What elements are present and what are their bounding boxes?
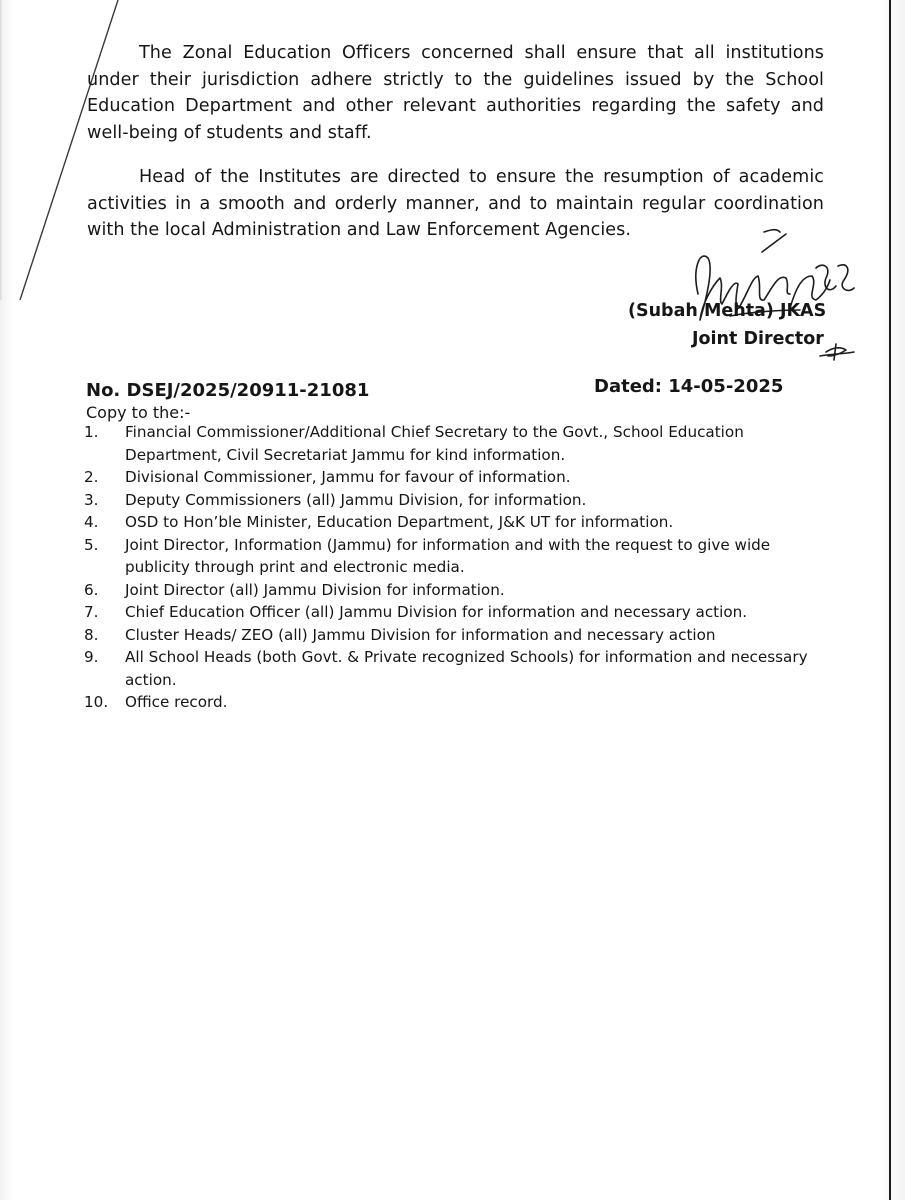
list-item (84, 601, 834, 624)
list-item-text: Joint Director, Information (Jammu) for information and with the request to give wide publicity through print and electronic media. (125, 535, 771, 576)
copy-to-heading: Copy to the:- (86, 403, 191, 422)
list-item-number: 6. (84, 580, 99, 599)
signatory-name: (Subah Mehta) JKAS (628, 301, 827, 321)
list-item-text: Cluster Heads/ ZEO (all) Jammu Division for information and necessary action (125, 625, 716, 644)
list-item (84, 421, 834, 466)
list-item-number: 2. (84, 468, 99, 486)
list-item (84, 646, 834, 691)
list-item (84, 466, 834, 489)
copy-to-list (84, 421, 834, 714)
list-item-text: Chief Education Officer (all) Jammu Division for information and necessary action. (125, 603, 748, 621)
list-item-number: 5. (84, 535, 99, 554)
order-number: No. DSEJ/2025/20911-21081 (86, 380, 370, 401)
list-item (84, 511, 834, 534)
body-paragraph-1: The Zonal Education Officers concerned shall ensure that all institutions under their jurisdiction adhere strictly to the guidelines issued by the School Education Department and other relevant authorities regarding the safety and well-being of students and staff. (87, 43, 824, 143)
list-item-number: 9. (84, 648, 99, 666)
list-item-number: 10. (84, 693, 109, 711)
list-item-number: 4. (84, 513, 99, 531)
list-item (84, 691, 834, 714)
list-item-text: OSD to Hon’ble Minister, Education Department, J&K UT for information. (125, 513, 674, 531)
order-date: Dated: 14-05-2025 (594, 376, 784, 397)
list-item (84, 579, 834, 602)
list-item-number: 7. (84, 603, 99, 621)
list-item-text: Joint Director (all) Jammu Division for information. (125, 580, 505, 599)
list-item (84, 624, 834, 647)
list-item-text: Deputy Commissioners (all) Jammu Division, for information. (125, 490, 587, 509)
list-item-number: 3. (84, 490, 99, 509)
list-item (84, 534, 834, 579)
list-item-number: 8. (84, 625, 99, 644)
page-edge-right (889, 0, 891, 1200)
list-item-text: All School Heads (both Govt. & Private recognized Schools) for information and necessary action. (125, 648, 808, 689)
list-item-text: Office record. (125, 693, 228, 711)
body-paragraph-2: Head of the Institutes are directed to ensure the resumption of academic activities in a smooth and orderly manner, and to maintain regular coordination with the local Administration and Law Enforcement Agencies. (87, 167, 824, 240)
list-item-number: 1. (84, 423, 99, 441)
signatory-designation: Joint Director (692, 329, 824, 349)
list-item-text: Divisional Commissioner, Jammu for favour of information. (125, 468, 571, 486)
list-item-text: Financial Commissioner/Additional Chief Secretary to the Govt., School Education Department, Civil Secretariat Jammu for kind information. (125, 423, 744, 464)
list-item (84, 489, 834, 512)
